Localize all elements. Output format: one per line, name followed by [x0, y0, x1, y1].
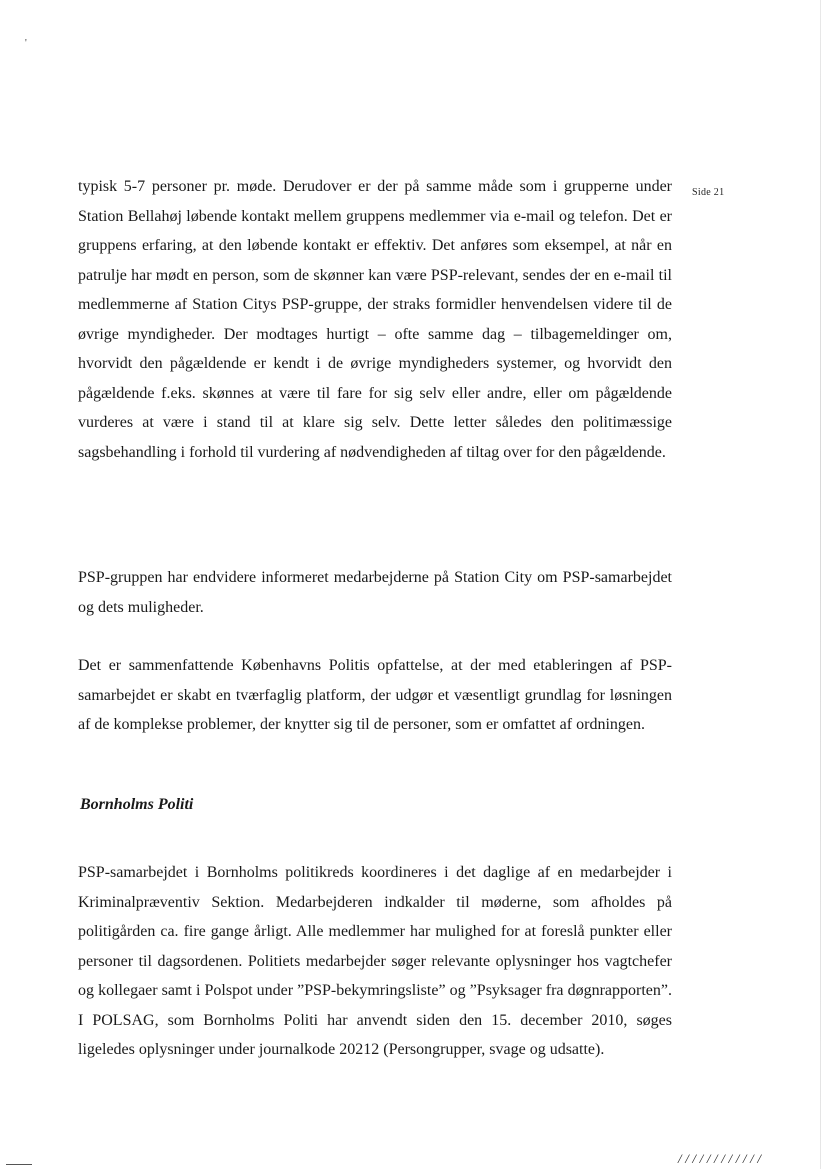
paragraph-bornholm-coordination: PSP-samarbejdet i Bornholms politikreds koordineres i det daglige af en medarbejder i Kriminalpræventiv Sektion. Medarbejderen indkalder til møderne, som afholdes på politigården ca. fire gange årligt. Alle medlemmer har mulighed for at foreslå punkter eller personer til dagsordenen. Politiets medarbejder søger relevante oplysninger hos vagtchefer og kollegaer samt i Polspot under ”PSP-bekymringsliste” og ”Psyksager fra døgnrapporten”. I POLSAG, som Bornholms Politi har anvendt siden den 15. december 2010, søges ligeledes oplysninger under journalkode 20212 (Persongrupper, svage og udsatte).	[78, 864, 672, 1058]
paragraph-psp-group-informed: PSP-gruppen har endvidere informeret medarbejderne på Station City om PSP-samarbejdet og dets muligheder.	[78, 569, 672, 616]
scan-mark: '	[25, 38, 27, 49]
footer-dash	[6, 1164, 32, 1165]
footer-slash-marks: ////////////	[678, 1151, 765, 1166]
paragraph-copenhagen-summary: Det er sammenfattende Københavns Politis opfattelse, at der med etableringen af PSP-samarbejdet er skabt en tværfaglig platform, der udgør et væsentligt grundlag for løsningen af de komplekse problemer, der knytter sig til de personer, som er omfattet af ordningen.	[78, 657, 672, 733]
page-number-label: Side 21	[692, 187, 725, 198]
scan-edge-line	[820, 0, 821, 1169]
section-heading-bornholm: Bornholms Politi	[80, 796, 194, 813]
paragraph-station-city-contact: typisk 5-7 personer pr. møde. Derudover er der på samme måde som i grupperne under Station Bellahøj løbende kontakt mellem gruppens medlemmer via e-mail og telefon. Det er gruppens erfaring, at den løbende kontakt er effektiv. Det anføres som eksempel, at når en patrulje har mødt en person, som de skønner kan være PSP-relevant, sendes der en e-mail til medlemmerne af Station Citys PSP-gruppe, der straks formidler henvendelsen videre til de øvrige myndigheder. Der modtages hurtigt – ofte samme dag – tilbagemeldinger om, hvorvidt den pågældende er kendt i de øvrige myndigheders systemer, og hvorvidt den pågældende f.eks. skønnes at være til fare for sig selv eller andre, eller om pågældende vurderes at være i stand til at klare sig selv. Dette letter således den politimæssige sagsbehandling i forhold til vurdering af nødvendigheden af tiltag over for den pågældende.	[78, 178, 672, 461]
